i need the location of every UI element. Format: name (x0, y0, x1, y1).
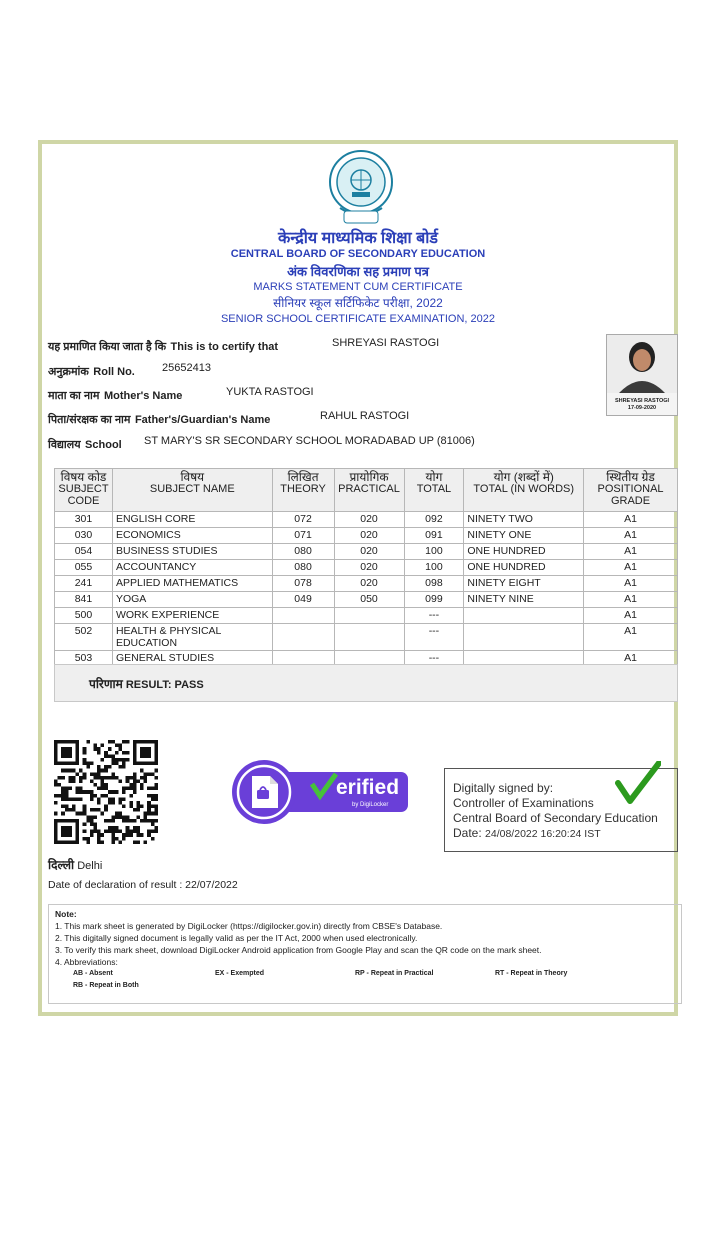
table-row (55, 544, 678, 560)
subject-name-cell: GENERAL STUDIES (112, 651, 272, 667)
declaration-date (48, 879, 238, 891)
roll-label-hindi: अनुक्रमांक (48, 366, 89, 378)
subject-code-cell: 301 (55, 512, 113, 528)
theory-marks-cell (272, 608, 334, 624)
mother-label: Mother's Name (103, 390, 183, 402)
total-words-cell: NINETY TWO (464, 512, 584, 528)
total-words-cell (464, 624, 584, 651)
theory-marks-cell: 072 (272, 512, 334, 528)
subject-code-cell: 503 (55, 651, 113, 667)
practical-marks-cell: 020 (334, 560, 404, 576)
practical-marks-cell: 020 (334, 576, 404, 592)
place-english: Delhi (77, 860, 103, 872)
table-row (55, 576, 678, 592)
declaration-value: 22/07/2022 (185, 879, 238, 891)
signature-line-2: Controller of Examinations (453, 796, 594, 810)
col-header-theory: लिखित THEORY (272, 469, 334, 512)
total-marks-cell: 091 (404, 528, 464, 544)
father-name: RAHUL RASTOGI (320, 410, 410, 422)
total-words-cell (464, 608, 584, 624)
school-name: ST MARY'S SR SECONDARY SCHOOL MORADABAD UP (81006) (144, 435, 475, 447)
grade-cell: A1 (584, 512, 678, 528)
marks-table (54, 468, 678, 667)
document-title-hindi: अंक विवरणिका सह प्रमाण पत्र (287, 264, 429, 279)
total-marks-cell: 100 (404, 560, 464, 576)
subject-code-cell: 055 (55, 560, 113, 576)
student-photo-image (607, 335, 677, 393)
total-marks-cell: --- (404, 608, 464, 624)
subject-name-cell: ACCOUNTANCY (112, 560, 272, 576)
signature-date-value: 24/08/2022 16:20:24 IST (485, 828, 601, 840)
total-words-cell: NINETY EIGHT (464, 576, 584, 592)
total-marks-cell: 092 (404, 512, 464, 528)
grade-cell: A1 (584, 544, 678, 560)
grade-cell: A1 (584, 528, 678, 544)
abbr-repeat-practical: RP - Repeat in Practical (355, 970, 434, 977)
col-header-subject: विषय SUBJECT NAME (112, 469, 272, 512)
grade-cell: A1 (584, 560, 678, 576)
notes-box (48, 904, 682, 1004)
practical-marks-cell (334, 624, 404, 651)
total-marks-cell: 098 (404, 576, 464, 592)
board-name-hindi: केन्द्रीय माध्यमिक शिक्षा बोर्ड (278, 230, 438, 247)
exam-title-hindi: सीनियर स्कूल सर्टिफिकेट परीक्षा, 2022 (273, 296, 443, 310)
declaration-label: Date of declaration of result : (48, 879, 183, 891)
subject-name-cell: HEALTH & PHYSICAL EDUCATION (112, 624, 272, 651)
theory-marks-cell: 049 (272, 592, 334, 608)
qr-finder-pattern (133, 740, 158, 765)
result-label-hindi: परिणाम (89, 677, 123, 691)
father-label-hindi: पिता/संरक्षक का नाम (48, 414, 131, 426)
grade-cell: A1 (584, 624, 678, 651)
practical-marks-cell: 050 (334, 592, 404, 608)
grade-cell: A1 (584, 576, 678, 592)
signature-date-label: Date: (453, 826, 482, 840)
subject-code-cell: 054 (55, 544, 113, 560)
theory-marks-cell (272, 624, 334, 651)
father-row (48, 410, 270, 428)
cbse-logo (326, 150, 396, 226)
grade-cell: A1 (584, 608, 678, 624)
table-row (55, 624, 678, 651)
school-label: School (85, 439, 122, 451)
abbr-repeat-both: RB - Repeat in Both (73, 982, 139, 989)
exam-title-english: SENIOR SCHOOL CERTIFICATE EXAMINATION, 2022 (220, 313, 496, 325)
total-marks-cell: --- (404, 624, 464, 651)
table-row (55, 560, 678, 576)
student-name: SHREYASI RASTOGI (332, 337, 440, 349)
total-marks-cell: 100 (404, 544, 464, 560)
subject-name-cell: ENGLISH CORE (112, 512, 272, 528)
practical-marks-cell: 020 (334, 512, 404, 528)
total-marks-cell: 099 (404, 592, 464, 608)
qr-code[interactable] (54, 740, 158, 844)
mother-label-hindi: माता का नाम (48, 390, 100, 402)
place (48, 856, 102, 873)
total-words-cell: NINETY NINE (464, 592, 584, 608)
subject-code-cell: 030 (55, 528, 113, 544)
checkmark-icon (615, 761, 661, 807)
abbreviations (55, 968, 675, 992)
note-item-1: 1. This mark sheet is generated by DigiLocker (https://digilocker.gov.in) directly from CBSE's Database. (55, 921, 443, 931)
abbr-exempted: EX - Exempted (215, 970, 265, 977)
mother-row (48, 386, 182, 404)
board-name-english: CENTRAL BOARD OF SECONDARY EDUCATION (230, 248, 486, 260)
total-marks-cell: --- (404, 651, 464, 667)
table-row (55, 528, 678, 544)
photo-caption-name: SHREYASI RASTOGI (614, 398, 670, 404)
total-words-cell: NINETY ONE (464, 528, 584, 544)
mother-name: YUKTA RASTOGI (226, 386, 314, 398)
digilocker-verified-badge (232, 760, 408, 824)
subject-code-cell: 841 (55, 592, 113, 608)
subject-name-cell: APPLIED MATHEMATICS (112, 576, 272, 592)
note-item-4: 4. Abbreviations: (55, 957, 118, 967)
col-header-total: योग TOTAL (404, 469, 464, 512)
abbr-absent: AB - Absent (73, 970, 113, 977)
subject-name-cell: BUSINESS STUDIES (112, 544, 272, 560)
theory-marks-cell: 080 (272, 544, 334, 560)
father-label: Father's/Guardian's Name (134, 414, 271, 426)
subject-code-cell: 502 (55, 624, 113, 651)
col-header-practical: प्रायोगिक PRACTICAL (334, 469, 404, 512)
document-title-english: MARKS STATEMENT CUM CERTIFICATE (253, 281, 463, 293)
school-label-hindi: विद्यालय (48, 439, 81, 451)
certify-row (48, 337, 278, 355)
digital-signature-box[interactable] (444, 768, 678, 852)
total-words-cell: ONE HUNDRED (464, 560, 584, 576)
grade-cell: A1 (584, 651, 678, 667)
notes-title: Note: (55, 909, 77, 919)
abbr-repeat-theory: RT - Repeat in Theory (495, 970, 568, 977)
signature-line-3: Central Board of Secondary Education (453, 811, 658, 825)
roll-row (48, 362, 135, 380)
note-item-3: 3. To verify this mark sheet, download DigiLocker Android application from Google Play and scan the QR code on the mark sheet. (55, 945, 542, 955)
roll-number: 25652413 (162, 362, 211, 374)
student-photo (606, 334, 678, 416)
marks-statement-certificate (38, 140, 678, 1016)
total-words-cell: ONE HUNDRED (464, 544, 584, 560)
verified-text: erified (336, 776, 400, 799)
grade-cell: A1 (584, 592, 678, 608)
signature-date (453, 826, 677, 842)
subject-name-cell: WORK EXPERIENCE (112, 608, 272, 624)
theory-marks-cell: 071 (272, 528, 334, 544)
marks-table-body (55, 512, 678, 667)
table-row (55, 608, 678, 624)
result-status: RESULT: PASS (125, 679, 204, 691)
roll-label: Roll No. (93, 366, 135, 378)
place-hindi: दिल्ली (48, 858, 75, 872)
subject-code-cell: 241 (55, 576, 113, 592)
qr-finder-pattern (54, 740, 79, 765)
practical-marks-cell (334, 608, 404, 624)
subject-code-cell: 500 (55, 608, 113, 624)
table-row (55, 512, 678, 528)
note-item-2: 2. This digitally signed document is legally valid as per the IT Act, 2000 when used electronically. (55, 933, 418, 943)
certify-label: This is to certify that (170, 341, 279, 353)
practical-marks-cell: 020 (334, 528, 404, 544)
theory-marks-cell: 080 (272, 560, 334, 576)
qr-finder-pattern (54, 819, 79, 844)
signature-line-1: Digitally signed by: (453, 781, 554, 795)
certify-label-hindi: यह प्रमाणित किया जाता है कि (48, 341, 167, 353)
verified-subtext: by DigiLocker (352, 802, 389, 808)
school-row (48, 435, 122, 453)
photo-caption-date: 17-09-2020 (627, 405, 657, 411)
subject-name-cell: YOGA (112, 592, 272, 608)
table-header-row (55, 469, 678, 512)
theory-marks-cell: 078 (272, 576, 334, 592)
table-row (55, 592, 678, 608)
result-box (54, 664, 678, 702)
subject-name-cell: ECONOMICS (112, 528, 272, 544)
col-header-grade: स्थितीय ग्रेड POSITIONAL GRADE (584, 469, 678, 512)
col-header-code: विषय कोड SUBJECT CODE (55, 469, 113, 512)
col-header-total-words: योग (शब्दों में) TOTAL (IN WORDS) (464, 469, 584, 512)
practical-marks-cell: 020 (334, 544, 404, 560)
